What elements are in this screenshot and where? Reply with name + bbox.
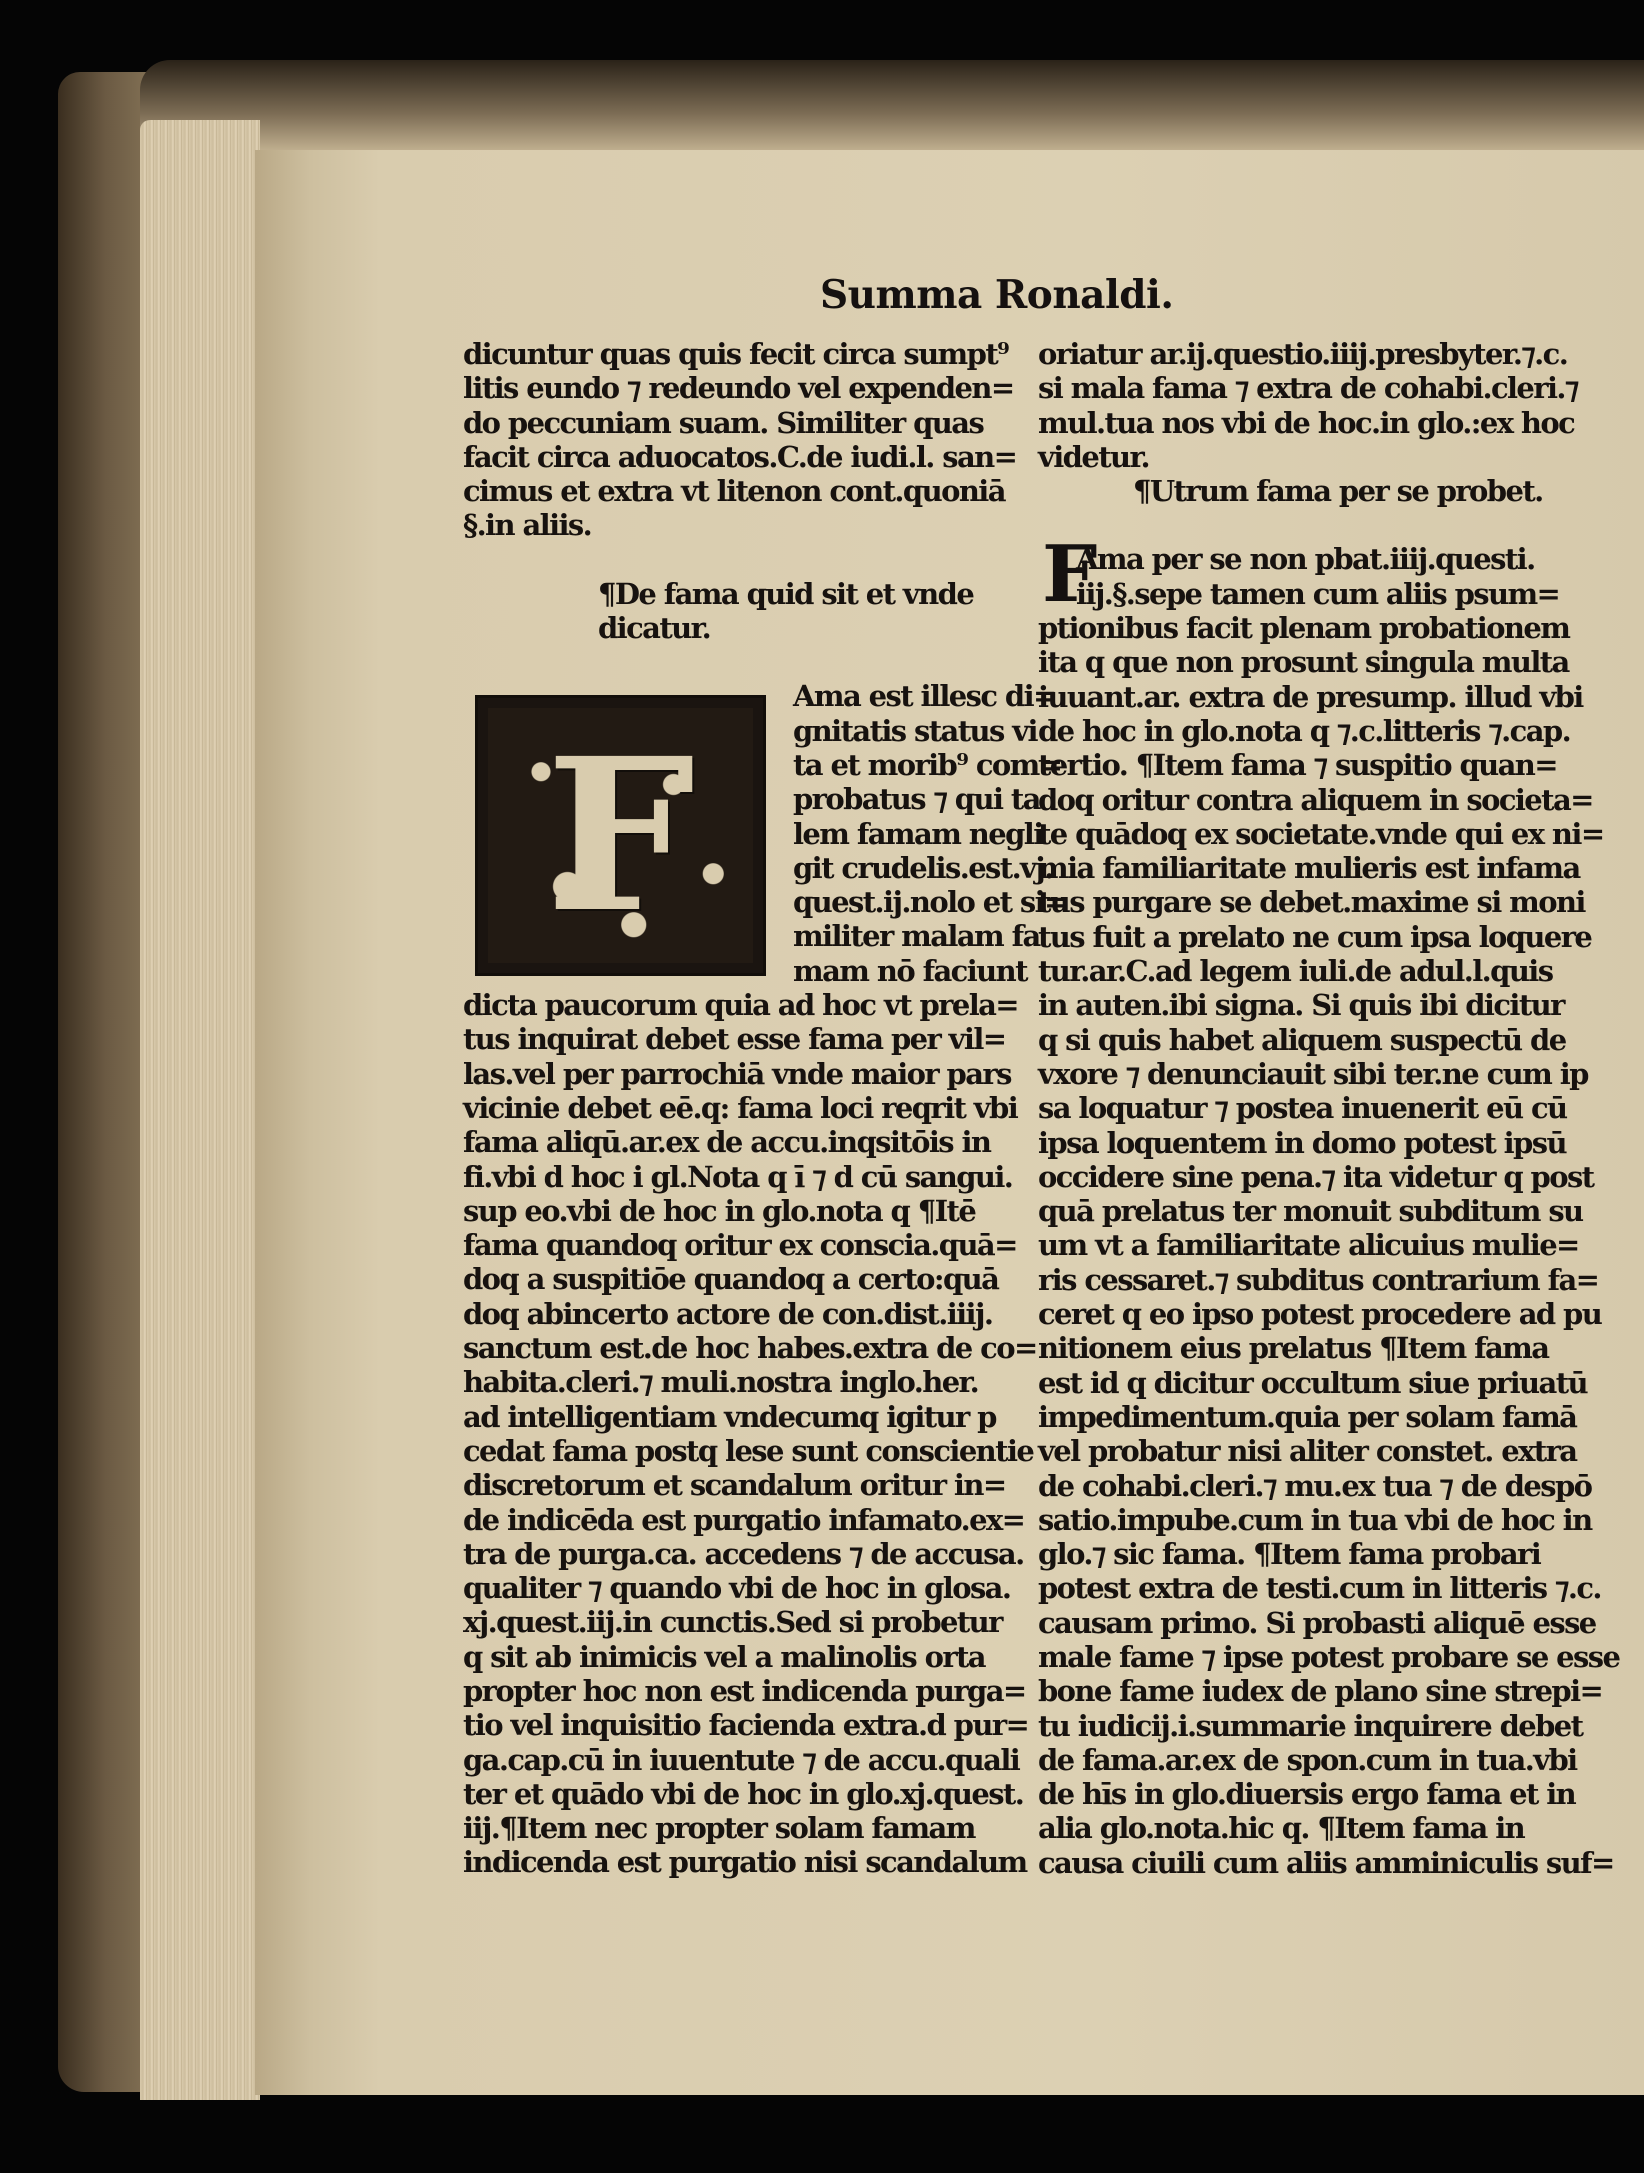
text-line: dicta paucorum quia ad hoc vt prela= [463, 988, 1018, 1023]
text-line: ita q que non prosunt singula multa [1038, 645, 1569, 680]
text-line: tra de purga.ca. accedens ⁊ de accusa. [463, 1536, 1024, 1571]
text-line: iij.§.sepe tamen cum aliis psum= [1076, 576, 1560, 611]
left-column [463, 337, 1067, 1880]
text-line: habita.cleri.⁊ muli.nostra inglo.her. [463, 1365, 979, 1400]
text-line: cimus et extra vt litenon cont.quoniā [463, 474, 1005, 509]
text-line: est id q dicitur occultum siue priuatū [1038, 1365, 1587, 1400]
text-line: doq a suspitiōe quandoq a certo:quā [463, 1262, 999, 1297]
text-line [1038, 508, 1596, 542]
text-line: impedimentum.quia per solam famā [1038, 1399, 1577, 1434]
text-line: tus fuit a prelato ne cum ipsa loquere [1038, 919, 1592, 954]
text-line: te quādoq ex societate.vnde qui ex ni= [1038, 816, 1604, 851]
text-line: sa loquatur ⁊ postea inuenerit eū cū [1038, 1091, 1567, 1126]
text-line: dicatur. [598, 611, 711, 646]
decorated-initial [475, 695, 766, 976]
text-line: tus purgare se debet.maxime si moni [1038, 885, 1585, 920]
right-column [1038, 337, 1620, 1880]
text-line: q si quis habet aliquem suspectū de [1038, 1022, 1566, 1057]
text-line: si mala fama ⁊ extra de cohabi.cleri.⁊ [1038, 371, 1578, 406]
text-line: §.in aliis. [463, 508, 592, 543]
text-line: discretorum et scandalum oritur in= [463, 1468, 1006, 1503]
text-line: gnitatis status vi [793, 713, 1037, 748]
text-line: fi.vbi d hoc i gl.Nota q ī ⁊ d cū sangui. [463, 1159, 1013, 1194]
text-line: ris cessaret.⁊ subditus contrarium fa= [1038, 1262, 1599, 1297]
text-line: litis eundo ⁊ redeundo vel expenden= [463, 371, 1014, 406]
text-line: de hīs in glo.diuersis ergo fama et in [1038, 1777, 1576, 1812]
text-line: Ama per se non pbat.iiij.questi. [1076, 542, 1535, 577]
text-line: satio.impube.cum in tua vbi de hoc in [1038, 1502, 1592, 1537]
text-line: um vt a familiaritate alicuius mulie= [1038, 1228, 1579, 1263]
text-line: cedat fama postq lese sunt conscientie [463, 1433, 1034, 1468]
text-line: indicenda est purgatio nisi scandalum [463, 1845, 1027, 1880]
text-line: vel probatur nisi aliter constet. extra [1038, 1434, 1577, 1469]
text-line: alia glo.nota.hic q. ¶Item fama in [1038, 1811, 1525, 1846]
text-line: ptionibus facit plenam probationem [1038, 611, 1570, 646]
text-line [463, 645, 1023, 679]
initial-letter-right: F [1042, 529, 1098, 620]
text-line: lem famam negli [793, 816, 1043, 851]
text-line: doq abincerto actore de con.dist.iiij. [463, 1296, 993, 1331]
text-line: oriatur ar.ij.questio.iiij.presbyter.⁊.c. [1038, 337, 1568, 371]
text-line: Ama est illesc di= [793, 679, 1056, 714]
initial-letter: F [545, 711, 696, 959]
text-line: potest extra de testi.cum in litteris ⁊.c. [1038, 1571, 1601, 1606]
text-line: qualiter ⁊ quando vbi de hoc in glosa. [463, 1571, 1011, 1606]
text-line: tu iudicij.i.summarie inquirere debet [1038, 1708, 1583, 1743]
text-line: xj.quest.iij.in cunctis.Sed si probetur [463, 1605, 1002, 1640]
text-line: tio vel inquisitio facienda extra.d pur= [463, 1708, 1029, 1743]
text-line: ¶De fama quid sit et vnde [598, 576, 974, 611]
text-line: glo.⁊ sic fama. ¶Item fama probari [1038, 1537, 1541, 1572]
text-line: de indicēda est purgatio infamato.ex= [463, 1502, 1025, 1537]
text-line: probatus ⁊ qui ta [793, 782, 1040, 817]
text-line: militer malam fa [793, 919, 1040, 954]
text-line: occidere sine pena.⁊ ita videtur q post [1038, 1159, 1594, 1194]
text-line: q sit ab inimicis vel a malinolis orta [463, 1639, 985, 1674]
text-line: ceret q eo ipso potest procedere ad pu [1038, 1297, 1602, 1332]
text-line: facit circa aduocatos.C.de iudi.l. san= [463, 439, 1017, 474]
book-top-edge [140, 60, 1644, 150]
text-line: quā prelatus ter monuit subditum su [1038, 1194, 1583, 1229]
text-line: quest.ij.nolo et si= [793, 885, 1067, 920]
text-line: sanctum est.de hoc habes.extra de co= [463, 1331, 1037, 1366]
text-line: doq oritur contra aliquem in societa= [1038, 782, 1593, 817]
text-line: fama aliqū.ar.ex de accu.inqsitōis in [463, 1125, 991, 1160]
text-line: iuuant.ar. extra de presump. illud vbi [1038, 679, 1583, 714]
text-line: mul.tua nos vbi de hoc.in glo.:ex hoc [1038, 405, 1575, 440]
text-line: tertio. ¶Item fama ⁊ suspitio quan= [1038, 748, 1557, 783]
text-line: videtur. [1038, 439, 1149, 474]
text-line [463, 543, 1023, 577]
page-edges [140, 120, 260, 2100]
text-line: do peccuniam suam. Similiter quas [463, 405, 984, 440]
text-line: causa ciuili cum aliis amminiculis suf= [1038, 1845, 1614, 1880]
text-line: fama quandoq oritur ex conscia.quā= [463, 1228, 1017, 1263]
text-line: tur.ar.C.ad legem iuli.de adul.l.quis [1038, 954, 1553, 989]
text-line: ga.cap.cū in iuuentute ⁊ de accu.quali [463, 1742, 1020, 1777]
page-header: Summa Ronaldi. [820, 272, 1174, 318]
text-line: propter hoc non est indicenda purga= [463, 1673, 1026, 1708]
text-line: in auten.ibi signa. Si quis ibi dicitur [1038, 988, 1564, 1023]
text-line: mam nō faciunt [793, 953, 1027, 988]
text-line: de hoc in glo.nota q ⁊.c.litteris ⁊.cap. [1038, 713, 1571, 748]
text-line: iij.¶Item nec propter solam famam [463, 1811, 975, 1846]
text-line: ¶Utrum fama per se probet. [1133, 474, 1543, 509]
text-line: dicuntur quas quis fecit circa sumpt⁹ [463, 337, 1009, 371]
text-line: ipsa loquentem in domo potest ipsū [1038, 1125, 1566, 1160]
text-line: las.vel per parrochiā vnde maior pars [463, 1056, 1011, 1091]
text-line: de cohabi.cleri.⁊ mu.ex tua ⁊ de despō [1038, 1468, 1592, 1503]
text-line: nitionem eius prelatus ¶Item fama [1038, 1331, 1549, 1366]
text-line: causam primo. Si probasti aliquē esse [1038, 1605, 1596, 1640]
text-line: ter et quādo vbi de hoc in glo.xj.quest. [463, 1776, 1024, 1811]
text-line: ta et morib⁹ com= [793, 747, 1062, 782]
text-line: sup eo.vbi de hoc in glo.nota q ¶Itē [463, 1193, 976, 1228]
text-line: bone fame iudex de plano sine strepi= [1038, 1674, 1603, 1709]
text-line: de fama.ar.ex de spon.cum in tua.vbi [1038, 1742, 1577, 1777]
text-line: git crudelis.est.vj. [793, 850, 1053, 885]
text-line: vxore ⁊ denunciauit sibi ter.ne cum ip [1038, 1056, 1588, 1091]
text-line: tus inquirat debet esse fama per vil= [463, 1022, 1006, 1057]
text-line: mia familiaritate mulieris est infama [1038, 851, 1580, 886]
text-line: male fame ⁊ ipse potest probare se esse [1038, 1639, 1620, 1674]
text-line: vicinie debet eē.q: fama loci reqrit vbi [463, 1090, 1018, 1125]
text-line: ad intelligentiam vndecumq igitur p [463, 1399, 996, 1434]
